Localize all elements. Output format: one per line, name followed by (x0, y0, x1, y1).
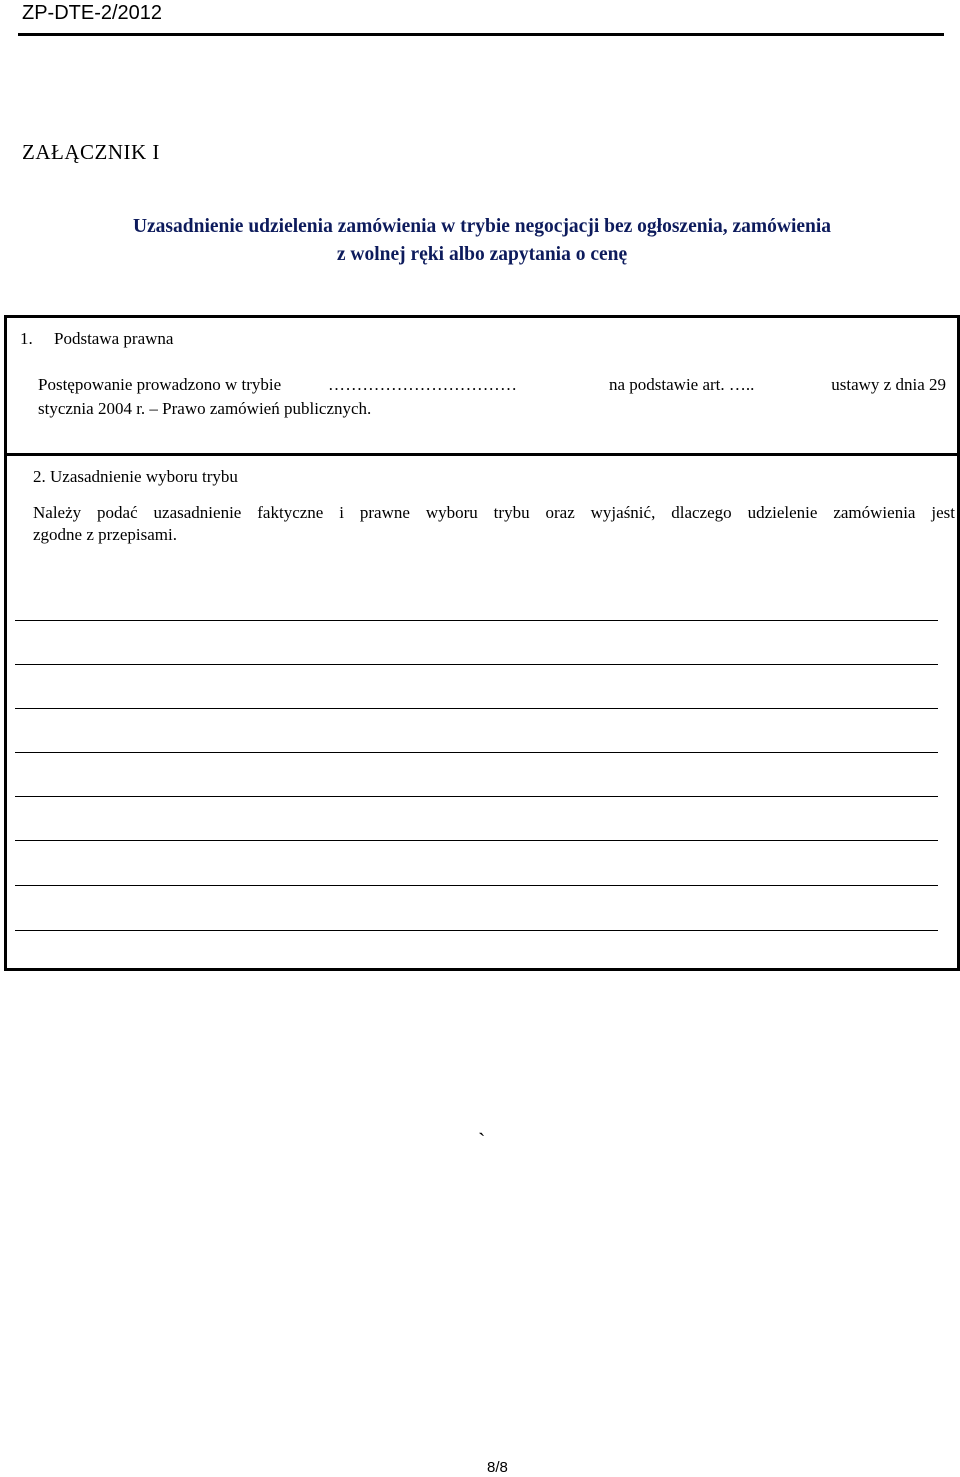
answer-line[interactable] (15, 796, 938, 797)
section-2-instructions (33, 502, 955, 546)
stray-mark: ` (478, 1128, 486, 1153)
section-divider (4, 453, 960, 456)
header-rule (18, 33, 944, 36)
section-1-heading (20, 329, 173, 349)
answer-line[interactable] (15, 885, 938, 886)
answer-line[interactable] (15, 752, 938, 753)
article-reference-text: na podstawie art. ….. (609, 375, 755, 394)
section-2-text-line-1 (33, 502, 955, 524)
answer-line[interactable] (15, 708, 938, 709)
document-title-line-1: Uzasadnienie udzielenia zamówienia w trybie negocjacji bez ogłoszenia, zamówienia (132, 216, 832, 237)
section-1-line-2: stycznia 2004 r. – Prawo zamówień publicznych. (38, 399, 372, 418)
act-date-text: ustawy z dnia 29 (831, 375, 946, 394)
section-1-title: Podstawa prawna (54, 329, 174, 348)
procedure-mode-blank[interactable]: …………………………… (328, 375, 518, 394)
section-1-number: 1. (20, 329, 33, 348)
section-2-text-line-2: zgodne z przepisami. (33, 525, 177, 544)
annex-title: ZAŁĄCZNIK I (22, 140, 160, 164)
answer-line[interactable] (15, 620, 938, 621)
answer-line[interactable] (15, 840, 938, 841)
answer-line[interactable] (15, 930, 938, 931)
page-number: 8/8 (487, 1459, 508, 1476)
procedure-lead-text: Postępowanie prowadzono w trybie (38, 375, 282, 394)
document-code: ZP-DTE-2/2012 (22, 2, 163, 24)
section-2-heading: 2. Uzasadnienie wyboru trybu (33, 467, 238, 486)
document-title (22, 213, 942, 269)
answer-line[interactable] (15, 664, 938, 665)
section-2-text-line-1-content: Należy podać uzasadnienie faktyczne i prawne wyboru trybu oraz wyjaśnić, dlaczego udzielenie zamówienia jest (33, 503, 955, 522)
document-title-line-2: z wolnej ręki albo zapytania o cenę (336, 244, 628, 265)
